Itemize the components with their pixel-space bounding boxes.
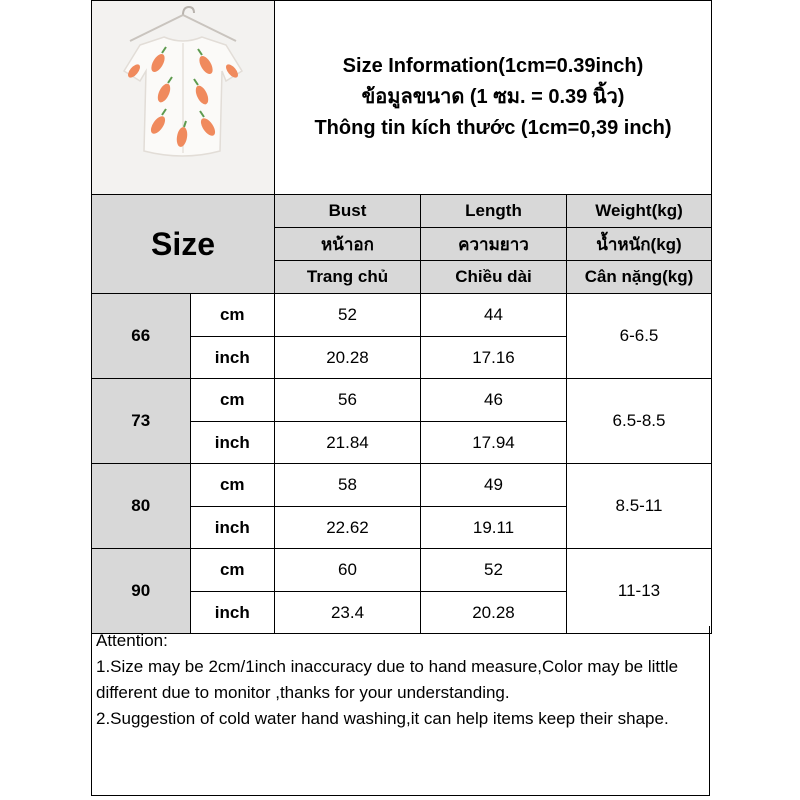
attention-heading: Attention: (96, 631, 168, 650)
bust-header-vi: Trang chủ (275, 261, 421, 294)
length-header-en: Length (421, 195, 567, 228)
weight-header-th: น้ำหนัก(kg) (567, 228, 712, 261)
weight-value: 6.5-8.5 (567, 379, 712, 464)
weight-header-vi: Cân nặng(kg) (567, 261, 712, 294)
length-inch-value: 19.11 (421, 507, 567, 549)
note-item: 2.Suggestion of cold water hand washing,it can help items keep their shape. (96, 709, 669, 728)
weight-value: 6-6.5 (567, 294, 712, 379)
unit-cm-label: cm (190, 549, 274, 592)
size-chart-table (91, 0, 712, 634)
unit-cm-label: cm (190, 379, 274, 422)
size-info-title (275, 1, 712, 195)
unit-cm-label: cm (190, 464, 274, 507)
length-inch-value: 20.28 (421, 592, 567, 634)
length-cm-value: 49 (421, 464, 567, 507)
length-header-vi: Chiều dài (421, 261, 567, 294)
romper-photo-icon (92, 1, 274, 189)
product-photo (92, 1, 275, 195)
size-value: 73 (92, 379, 191, 464)
size-value: 90 (92, 549, 191, 634)
note-item: 1.Size may be 2cm/1inch inaccuracy due to hand measure,Color may be little different due to monitor ,thanks for your understanding. (96, 657, 679, 702)
bust-cm-value: 58 (275, 464, 421, 507)
bust-cm-value: 52 (275, 294, 421, 337)
title-line-vi: Thông tin kích thước (1cm=0,39 inch) (314, 117, 672, 139)
title-line-th: ข้อมูลขนาด (1 ซม. = 0.39 นิ้ว) (361, 86, 625, 108)
unit-inch-label: inch (190, 592, 274, 634)
unit-cm-label: cm (190, 294, 274, 337)
unit-inch-label: inch (190, 337, 274, 379)
bust-inch-value: 20.28 (275, 337, 421, 379)
length-inch-value: 17.94 (421, 422, 567, 464)
length-cm-value: 52 (421, 549, 567, 592)
length-cm-value: 46 (421, 379, 567, 422)
title-line-en: Size Information(1cm=0.39inch) (342, 55, 644, 77)
bust-inch-value: 23.4 (275, 592, 421, 634)
length-cm-value: 44 (421, 294, 567, 337)
length-header-th: ความยาว (421, 228, 567, 261)
bust-cm-value: 60 (275, 549, 421, 592)
bust-header-th: หน้าอก (275, 228, 421, 261)
weight-value: 11-13 (567, 549, 712, 634)
size-header: Size (92, 195, 275, 294)
attention-notes (91, 626, 710, 796)
unit-inch-label: inch (190, 422, 274, 464)
weight-value: 8.5-11 (567, 464, 712, 549)
weight-header-en: Weight(kg) (567, 195, 712, 228)
unit-inch-label: inch (190, 507, 274, 549)
bust-inch-value: 22.62 (275, 507, 421, 549)
size-value: 80 (92, 464, 191, 549)
length-inch-value: 17.16 (421, 337, 567, 379)
size-value: 66 (92, 294, 191, 379)
bust-inch-value: 21.84 (275, 422, 421, 464)
bust-header-en: Bust (275, 195, 421, 228)
bust-cm-value: 56 (275, 379, 421, 422)
